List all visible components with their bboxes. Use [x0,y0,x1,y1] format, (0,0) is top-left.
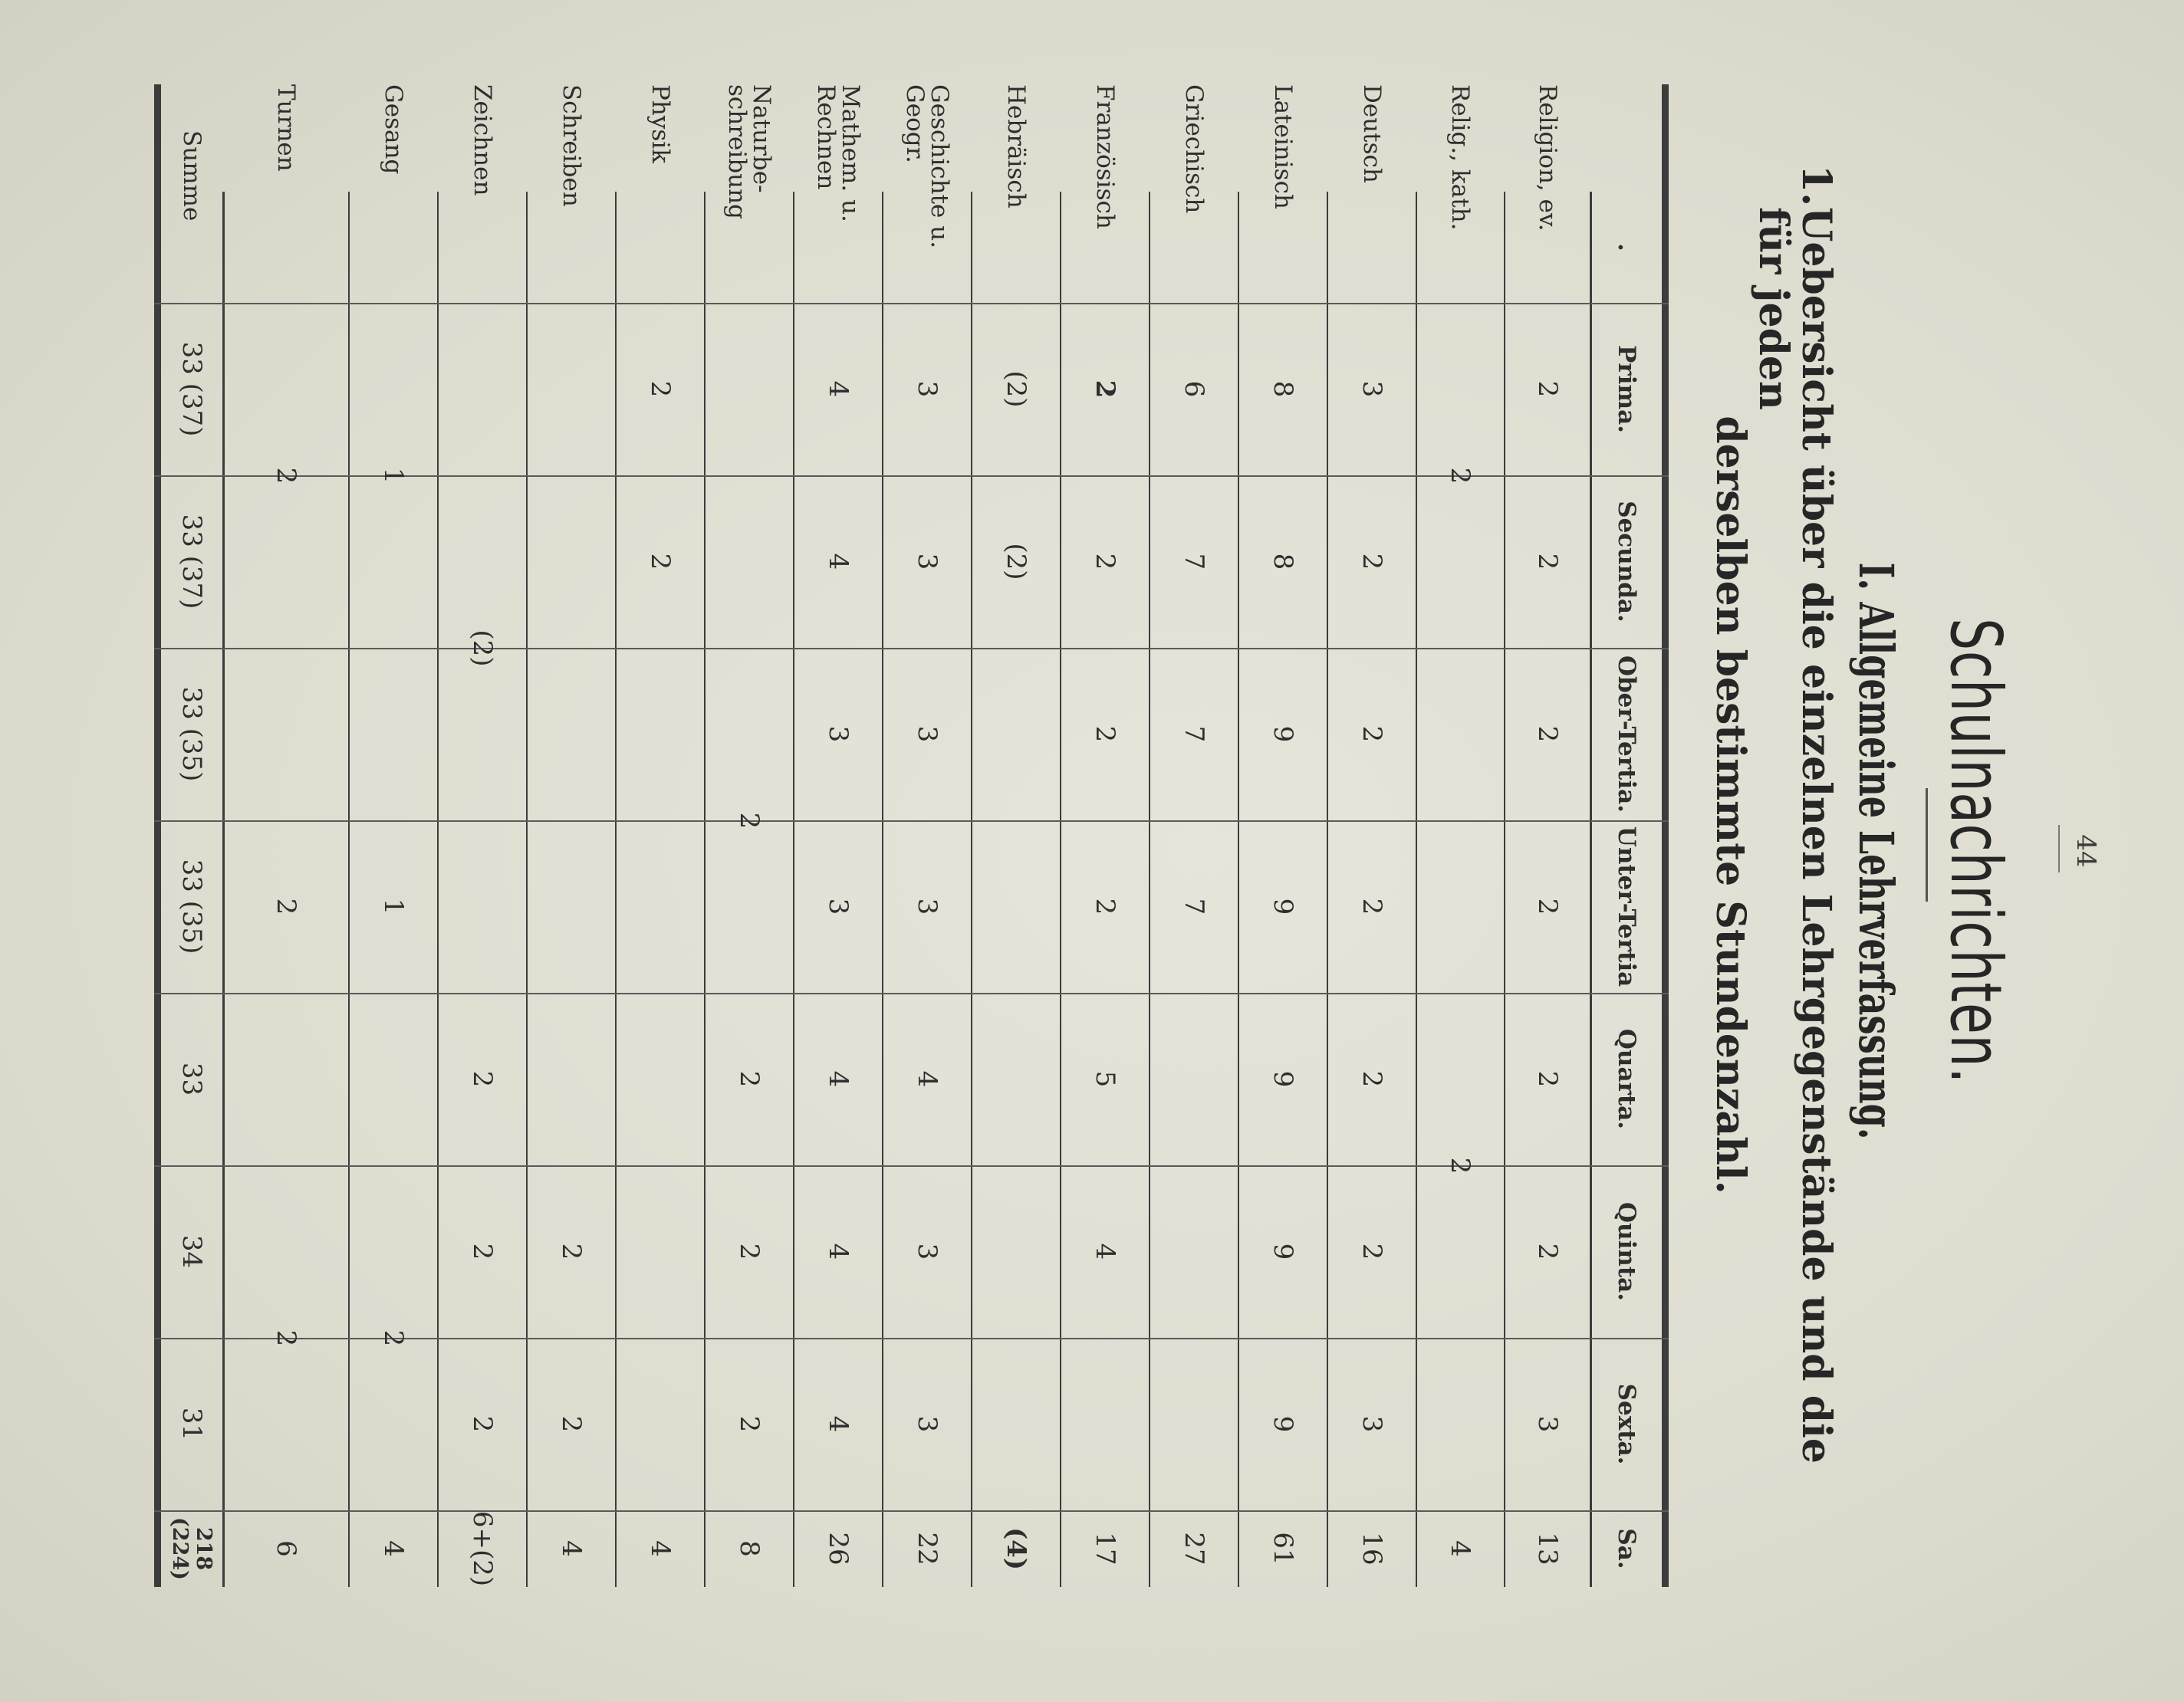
summe-cell: 33 (37) [176,341,207,437]
subject-religion-ev: Religion, ev. [1534,84,1561,232]
caption-line-2: derselben bestimmte Stundenzahl. [1707,416,1754,1194]
table-cell: 2 [271,1329,302,1347]
subject-mathematik: Mathem. u. Rechnen [812,84,864,222]
table-cell: 9 [1268,1243,1298,1260]
table-cell: 2 [1357,725,1387,743]
table-cell: 2 [734,1070,765,1088]
table-cell: (2) [1001,370,1031,408]
table-cell: 1 [378,467,409,485]
table-cell: 2 [734,812,765,830]
table-cell: 8 [1268,553,1298,570]
table-cell-sum: 13 [1532,1532,1563,1566]
section-heading: I. Allgemeine Lehrverfassung. [1848,562,1904,1140]
table-cell: 2 [1357,1243,1387,1260]
subject-physik: Physik [646,84,674,163]
table-cell: 2 [1090,553,1120,570]
summe-cell: 33 (35) [176,859,207,955]
table-cell: 2 [271,898,302,915]
table-cell: 4 [823,1243,854,1260]
table-cell: 2 [1090,380,1120,399]
table-cell: 9 [1268,725,1298,743]
table-cell-sum: 4 [378,1540,409,1557]
header-secunda: Secunda. [1613,501,1641,623]
subject-deutsch: Deutsch [1358,84,1386,183]
table-cell: 3 [1532,1415,1563,1433]
table-cell: 3 [823,898,854,915]
table-cell: 8 [1268,380,1298,398]
table-cell-sum: 4 [1445,1540,1476,1557]
table-cell: 2 [645,553,676,570]
table-bottom-rule [154,84,161,1587]
subject-hebraeisch: Hebräisch [1002,84,1030,209]
summe-cell: 34 [176,1234,207,1269]
subject-geschichte: Geschichte u. Geogr. [901,84,953,249]
table-cell: 3 [1357,1415,1387,1433]
header-summe-col: Sa. [1613,1528,1641,1569]
table-cell-sum: 8 [734,1540,765,1557]
header-quinta: Quinta. [1613,1201,1641,1302]
table-cell: 2 [1090,898,1120,915]
page-number: 44 [2071,834,2101,868]
table-cell: 2 [1532,380,1563,398]
subject-franzoesisch: Französisch [1091,84,1119,229]
table-cell: 9 [1268,898,1298,915]
table-cell: 2 [1532,553,1563,570]
table-cell: 4 [823,1415,854,1433]
summe-cell: 33 [176,1062,207,1096]
table-cell: 3 [912,1415,942,1433]
table-cell: 2 [1532,898,1563,915]
table-cell-sum: 16 [1357,1532,1387,1566]
subject-griechisch: Griechisch [1180,84,1208,214]
table-cell: 2 [467,1415,498,1433]
table-cell-sum: 6+(2) [467,1510,498,1587]
table-cell-sum: 27 [1179,1532,1209,1566]
table-cell: 1 [378,898,409,915]
table-cell: 7 [1179,725,1209,743]
table-cell: 2 [1445,1157,1476,1175]
caption-number: 1. [1793,165,1840,207]
subject-lateinisch: Lateinisch [1269,84,1297,209]
subject-zeichnen: Zeichnen [469,84,496,196]
table-cell-sum: 61 [1268,1532,1298,1566]
table-cell: 4 [823,1070,854,1088]
table-cell: 3 [912,1243,942,1260]
table-cell: 3 [912,553,942,570]
table-cell-sum: 17 [1090,1532,1120,1566]
table-cell-sum: 22 [912,1532,942,1566]
caption-line-1: Uebersicht über die einzelnen Lehrgegenstände und die für jeden [1750,207,1840,1464]
table-cell: 2 [1357,898,1387,915]
header-quarta: Quarta. [1613,1028,1641,1130]
table-cell: 2 [467,1243,498,1260]
header-sexta: Sexta. [1613,1383,1641,1465]
table-cell-sum: 4 [556,1540,587,1557]
table-cell: (2) [467,629,498,667]
table-cell: 7 [1179,898,1209,915]
header-ober-tertia: Ober-Tertia. [1613,655,1641,813]
summe-cell: 33 (35) [176,686,207,782]
table-cell: 2 [1445,467,1476,485]
table-cell-sum: 4 [645,1540,676,1557]
table-cell: 2 [1090,725,1120,743]
table-cell-sum: 26 [823,1532,854,1566]
page-title: Schulnachrichten. [1935,618,2017,1084]
table-cell: 4 [1090,1243,1120,1260]
table-cell-sum: 6 [271,1540,302,1557]
table-cell-sum: (4) [1001,1527,1031,1570]
table-cell: 5 [1090,1070,1120,1088]
table-cell: 2 [645,380,676,398]
table-cell: (2) [1001,543,1031,580]
header-corner: . [1613,243,1641,251]
subject-naturbeschreibung: Naturbe-schreibung [723,84,775,219]
table-cell: 9 [1268,1070,1298,1088]
table-cell: 4 [823,553,854,570]
table-cell: 7 [1179,553,1209,570]
table-cell: 4 [912,1070,942,1088]
table-cell: 2 [556,1243,587,1260]
subject-turnen: Turnen [272,84,301,172]
table-cell: 4 [823,380,854,398]
table-cell: 3 [912,725,942,743]
table-cell: 6 [1179,380,1209,398]
table-top-rule [1662,84,1669,1587]
summe-cell: 33 (37) [176,514,207,610]
table-cell: 2 [734,1243,765,1260]
table-cell: 3 [823,725,854,743]
subject-religion-kath: Relig., kath. [1446,84,1475,231]
summe-cell: 31 [176,1407,207,1441]
table-cell: 3 [912,380,942,398]
table-cell: 2 [734,1415,765,1433]
table-cell: 2 [467,1070,498,1088]
table-cell: 2 [556,1415,587,1433]
summe-label: Summe [178,130,206,222]
table-cell: 3 [1357,380,1387,398]
table-cell: 2 [378,1329,409,1347]
table-cell: 2 [1532,1243,1563,1260]
table-cell: 3 [912,898,942,915]
table-cell: 2 [271,467,302,485]
table-cell: 2 [1532,1070,1563,1088]
subject-schreiben: Schreiben [558,84,585,207]
table-cell: 2 [1357,553,1387,570]
header-prima: Prima. [1613,344,1641,434]
table-cell: 2 [1357,1070,1387,1088]
table-cell: 9 [1268,1415,1298,1433]
table-cell: 2 [1532,725,1563,743]
header-unter-tertia: Unter-Tertia [1613,826,1641,987]
summe-total: 218 (224) [168,1517,215,1580]
subject-gesang: Gesang [380,84,407,175]
